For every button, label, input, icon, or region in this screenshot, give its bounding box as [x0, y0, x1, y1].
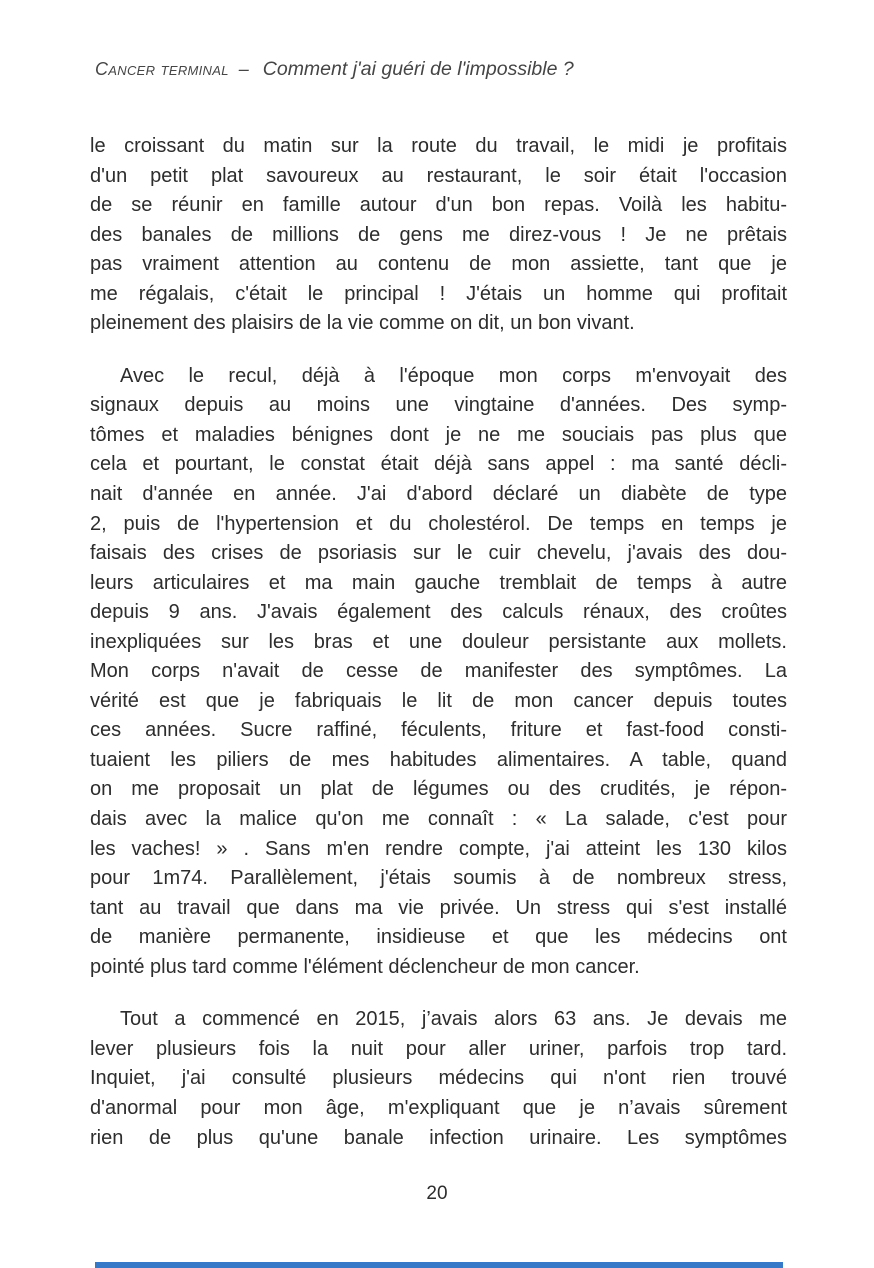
text-line: depuis 9 ans. J'avais également des calculs rénaux, des croûtes [90, 601, 787, 624]
paragraph [90, 362, 787, 982]
text-line: rien de plus qu'une banale infection urinaire. Les symptômes [90, 1126, 787, 1149]
text-line: ces années. Sucre raffiné, féculents, friture et fast-food consti- [90, 719, 787, 742]
text-line: signaux depuis au moins une vingtaine d'années. Des symp- [90, 394, 787, 417]
text-line: cela et pourtant, le constat était déjà sans appel : ma santé décli- [90, 453, 787, 476]
paragraph [90, 1005, 787, 1153]
book-subtitle-text: Comment j'ai guéri de l'impossible ? [262, 58, 574, 80]
running-header [95, 58, 574, 81]
text-line: Mon corps n'avait de cesse de manifester des symptômes. La [90, 660, 787, 683]
page-number: 20 [426, 1183, 448, 1204]
header-separator: – [238, 59, 249, 79]
text-line: des banales de millions de gens me direz-vous ! Je ne prêtais [90, 223, 787, 246]
text-line: Avec le recul, déjà à l'époque mon corps m'envoyait des [120, 364, 787, 387]
text-line: pleinement des plaisirs de la vie comme on dit, un bon vivant. [90, 312, 635, 335]
text-line: pointé plus tard comme l'élément déclencheur de mon cancer. [90, 955, 640, 978]
text-line: leurs articulaires et ma main gauche tremblait de temps à autre [90, 571, 787, 594]
text-line: les vaches! » . Sans m'en rendre compte, j'ai atteint les 130 kilos [90, 837, 787, 860]
text-line: pour 1m74. Parallèlement, j'étais soumis à de nombreux stress, [90, 867, 787, 890]
paragraph [90, 132, 787, 339]
text-line: d'anormal pour mon âge, m'expliquant que je n’avais sûrement [90, 1096, 787, 1119]
text-line: vérité est que je fabriquais le lit de mon cancer depuis toutes [90, 689, 787, 712]
text-line: tuaient les piliers de mes habitudes alimentaires. A table, quand [90, 748, 787, 771]
text-line: 2, puis de l'hypertension et du cholestérol. De temps en temps je [90, 512, 787, 535]
text-line: Tout a commencé en 2015, j’avais alors 63 ans. Je devais me [120, 1008, 787, 1031]
text-line: pas vraiment attention au contenu de mon assiette, tant que je [90, 253, 787, 276]
text-line: faisais des crises de psoriasis sur le cuir chevelu, j'avais des dou- [90, 542, 787, 565]
text-line: me régalais, c'était le principal ! J'étais un homme qui profitait [90, 282, 787, 305]
text-line: tant au travail que dans ma vie privée. Un stress qui s'est installé [90, 896, 787, 919]
book-title-text: Cancer terminal [95, 59, 229, 79]
text-line: tômes et maladies bénignes dont je ne me souciais pas plus que [90, 423, 787, 446]
text-line: on me proposait un plat de légumes ou des crudités, je répon- [90, 778, 787, 801]
text-line: de manière permanente, insidieuse et que les médecins ont [90, 926, 787, 949]
text-line: le croissant du matin sur la route du travail, le midi je profitais [90, 135, 787, 157]
text-line: nait d'année en année. J'ai d'abord déclaré un diabète de type [90, 483, 787, 506]
text-line: Inquiet, j'ai consulté plusieurs médecins qui n'ont rien trouvé [90, 1067, 787, 1090]
next-page-top-edge [95, 1262, 783, 1268]
text-line: inexpliquées sur les bras et une douleur persistante aux mollets. [90, 630, 787, 653]
text-line: dais avec la malice qu'on me connaît : « La salade, c'est pour [90, 808, 787, 831]
page-body [90, 132, 787, 1153]
text-line: de se réunir en famille autour d'un bon repas. Voilà les habitu- [90, 194, 787, 217]
text-line: d'un petit plat savoureux au restaurant, le soir était l'occasion [90, 164, 787, 187]
text-line: lever plusieurs fois la nuit pour aller uriner, parfois trop tard. [90, 1037, 787, 1060]
